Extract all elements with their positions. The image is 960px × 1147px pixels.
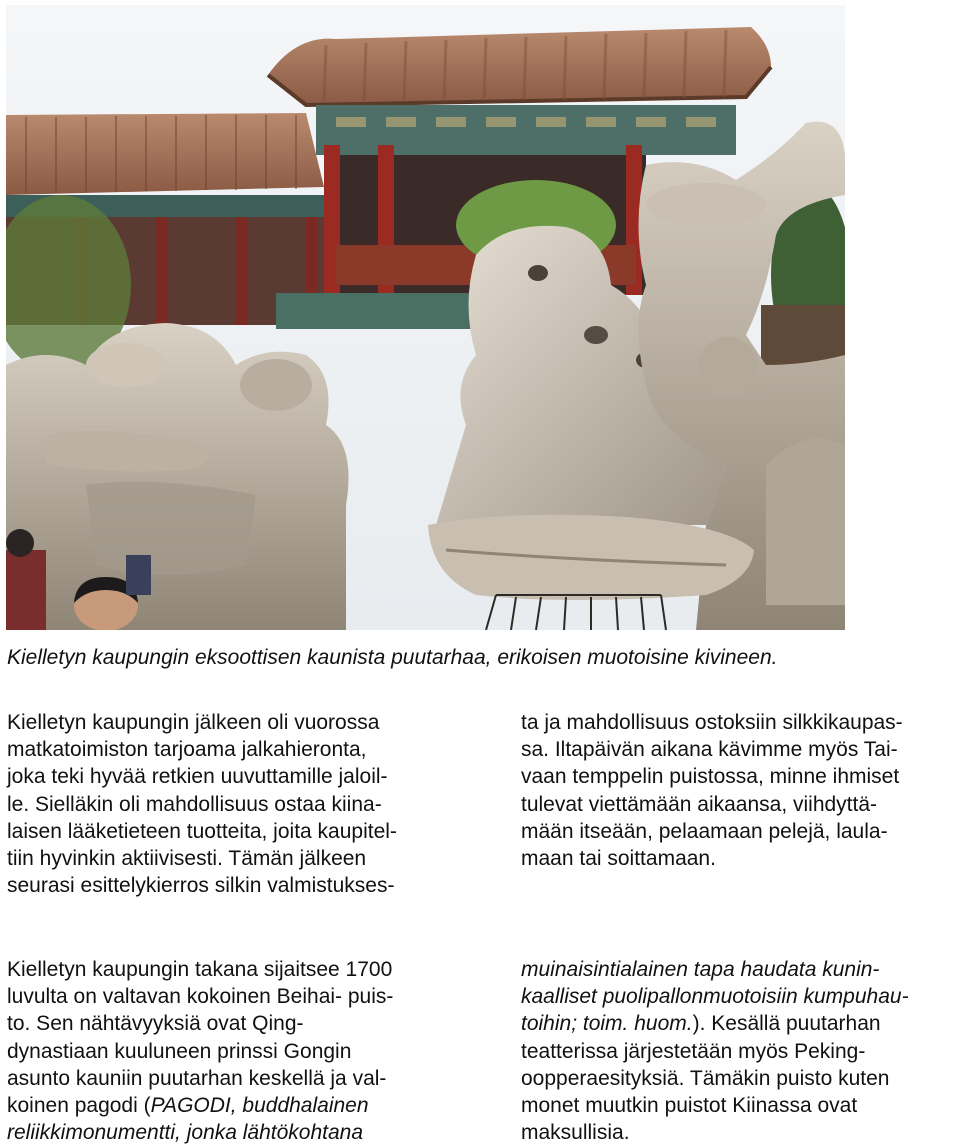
- text-line: ta ja mahdollisuus ostoksiin silkkikaupas-: [521, 711, 903, 734]
- text-line: asunto kauniin puutarhan keskellä ja val-: [7, 1066, 387, 1090]
- body-column-3: [7, 956, 447, 1146]
- text-line: sa. Iltapäivän aikana kävimme myös Tai-: [521, 738, 898, 762]
- text-line: vaan temppelin puistossa, minne ihmiset: [521, 765, 900, 789]
- text-line: le. Sielläkin oli mahdollisuus ostaa kiina-: [7, 792, 382, 816]
- text-line: to. Sen nähtävyyksiä ovat Qing-: [7, 1012, 304, 1036]
- body-column-2: [521, 709, 960, 872]
- garden-photo: [6, 5, 845, 630]
- text-line: kaalliset puolipallonmuotoisiin kumpuhau-: [521, 985, 909, 1009]
- text-line: tiin hyvinkin aktiivisesti. Tämän jälkeen: [7, 847, 367, 871]
- text-line: mään itseään, pelaamaan pelejä, laula-: [521, 819, 888, 843]
- text-segment: ). Kesällä puutarhan: [692, 1012, 881, 1036]
- text-line: tulevat viettämään aikaansa, viihdyttä-: [521, 792, 878, 816]
- text-line: seurasi esittelykierros silkin valmistukses-: [7, 874, 395, 898]
- text-line: maksullisia.: [521, 1121, 630, 1145]
- text-line: joka teki hyvää retkien uuvuttamille jaloil-: [7, 765, 388, 789]
- text-line: muinaisintialainen tapa haudata kunin-: [521, 958, 880, 981]
- garden-rocks-photo-icon: [6, 5, 845, 630]
- text-line: [7, 1092, 447, 1119]
- text-line: monet muutkin puistot Kiinassa ovat: [521, 1094, 858, 1118]
- text-line: [521, 1010, 960, 1037]
- text-line: dynastiaan kuuluneen prinssi Gongin: [7, 1039, 352, 1063]
- text-line: oopperaesityksiä. Tämäkin puisto kuten: [521, 1066, 890, 1090]
- text-line: laisen lääketieteen tuotteita, joita kaupitel-: [7, 819, 397, 843]
- photo-caption: Kielletyn kaupungin eksoottisen kaunista puutarhaa, erikoisen muotoisine kivineen.: [7, 646, 778, 669]
- text-line: matkatoimiston tarjoama jalkahieronta,: [7, 738, 367, 762]
- text-line: maan tai soittamaan.: [521, 847, 716, 871]
- body-column-4: [521, 956, 960, 1146]
- text-line: reliikkimonumentti, jonka lähtökohtana: [7, 1121, 364, 1145]
- text-line: teatterissa järjestetään myös Peking-: [521, 1039, 866, 1063]
- text-line: Kielletyn kaupungin jälkeen oli vuorossa: [7, 711, 380, 734]
- body-column-1: [7, 709, 447, 899]
- text-segment: koinen pagodi (: [7, 1094, 151, 1118]
- italic-segment: PAGODI, buddhalainen: [150, 1094, 369, 1118]
- italic-segment: toihin; toim. huom.: [521, 1012, 693, 1036]
- text-line: Kielletyn kaupungin takana sijaitsee 1700: [7, 958, 393, 981]
- text-line: luvulta on valtavan kokoinen Beihai- puis-: [7, 985, 394, 1009]
